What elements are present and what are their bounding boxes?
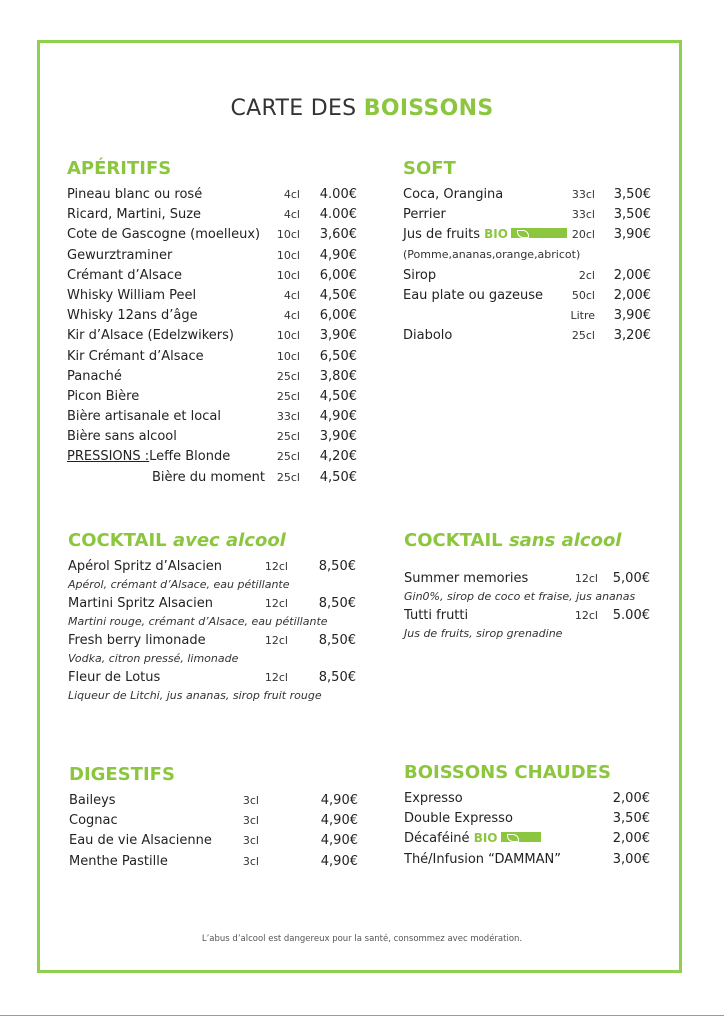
item-name-text: Jus de fruits <box>403 227 481 243</box>
item-qty: 25cl <box>571 329 595 343</box>
item-name: Sirop <box>403 267 437 283</box>
item-price: 4.00€ <box>319 187 357 202</box>
item-name: Menthe Pastille <box>69 853 168 869</box>
item-qty: 25cl <box>276 430 300 444</box>
item-name: Cote de Gascogne (moelleux) <box>67 227 261 243</box>
item-qty: 3cl <box>242 794 259 807</box>
list-item <box>67 227 367 247</box>
item-qty: 10cl <box>276 268 300 282</box>
section-subtitle: sans alcool <box>508 530 622 551</box>
item-price: 4,50€ <box>319 388 357 404</box>
cocktail-sans-list <box>404 571 654 645</box>
item-price: 3,90€ <box>613 307 651 323</box>
list-item <box>67 187 367 207</box>
item-price: 3,90€ <box>319 429 357 445</box>
section-cocktail-sans <box>404 530 654 645</box>
list-item <box>403 268 653 288</box>
item-qty: 12cl <box>264 671 288 684</box>
item-price: 3,90€ <box>319 328 357 344</box>
item-name: Kir d’Alsace (Edelzwikers) <box>67 328 234 344</box>
item-name-text: Leffe Blonde <box>149 449 231 465</box>
item-qty: 33cl <box>276 410 300 424</box>
list-item <box>67 288 367 308</box>
section-title: BOISSONS CHAUDES <box>404 762 611 783</box>
section-digestifs <box>69 764 369 874</box>
item-description: Liqueur de Litchi, jus ananas, sirop fruit rouge <box>68 689 322 702</box>
item-qty: 33cl <box>571 188 595 201</box>
item-price: 2,00€ <box>612 791 650 806</box>
item-qty: 3cl <box>242 834 259 848</box>
item-price: 3,90€ <box>613 227 651 243</box>
list-item <box>68 596 368 615</box>
soft-list <box>403 187 653 227</box>
list-item <box>67 470 367 490</box>
item-price: 8,50€ <box>318 633 356 648</box>
item-qty: 25cl <box>276 389 300 403</box>
section-boissons-chaudes <box>404 762 654 872</box>
item-price: 3,60€ <box>319 227 357 243</box>
list-item <box>404 811 654 831</box>
item-price: 3,50€ <box>613 187 651 202</box>
section-title-main: COCKTAIL <box>404 530 503 551</box>
list-item <box>67 308 367 328</box>
item-name: Eau de vie Alsacienne <box>69 833 212 849</box>
bio-leaf-icon <box>501 832 541 842</box>
item-price: 4.00€ <box>319 207 357 223</box>
list-item <box>68 670 368 689</box>
list-item <box>67 369 367 389</box>
item-price: 4,50€ <box>319 469 357 485</box>
item-qty: 10cl <box>276 329 300 343</box>
item-name: Panaché <box>67 368 122 384</box>
item-qty: 12cl <box>264 560 288 573</box>
item-name <box>404 791 463 806</box>
item-qty: 2cl <box>578 268 595 282</box>
aperitifs-list <box>67 187 367 449</box>
list-item <box>67 349 367 369</box>
item-name: Diabolo <box>403 328 453 344</box>
item-price: 2,00€ <box>613 267 651 283</box>
item-price: 3,80€ <box>319 368 357 384</box>
soft-list-2 <box>403 268 653 349</box>
section-cocktail-alcool <box>68 530 368 707</box>
item-price: 3,50€ <box>613 207 651 223</box>
item-name: Cognac <box>69 813 118 829</box>
item-price: 3,20€ <box>613 328 651 344</box>
list-item <box>404 852 654 872</box>
item-qty: 25cl <box>276 369 300 383</box>
section-subtitle: avec alcool <box>172 530 286 551</box>
item-qty: 50cl <box>571 288 595 302</box>
item-price: 6,00€ <box>319 267 357 283</box>
item-note: (Pomme,ananas,orange,abricot) <box>403 247 581 261</box>
item-qty: 20cl <box>571 228 595 242</box>
item-name: Picon Bière <box>67 388 140 404</box>
item-price: 5.00€ <box>612 608 650 623</box>
item-name: Perrier <box>403 207 446 223</box>
item-qty: 12cl <box>574 572 598 585</box>
item-price: 4,90€ <box>319 409 357 425</box>
item-name-text: Thé/Infusion “DAMMAN” <box>404 851 561 867</box>
item-qty: 10cl <box>276 349 300 363</box>
item-price: 3,00€ <box>612 851 650 867</box>
bio-label: BIO <box>473 831 498 846</box>
item-name: Bière artisanale et local <box>67 409 221 425</box>
list-item <box>403 308 653 328</box>
list-item <box>403 207 653 227</box>
item-price: 8,50€ <box>318 596 356 611</box>
list-item <box>67 409 367 429</box>
list-item <box>67 207 367 227</box>
item-name: Eau plate ou gazeuse <box>403 287 543 303</box>
title-prefix: CARTE DES <box>230 96 364 121</box>
section-title <box>404 530 654 551</box>
list-item <box>404 608 654 627</box>
item-name-text: Expresso <box>404 791 463 806</box>
section-title: SOFT <box>403 158 456 179</box>
item-qty: Litre <box>570 308 595 322</box>
item-name: Crémant d’Alsace <box>67 267 183 283</box>
item-name: Ricard, Martini, Suze <box>67 207 202 223</box>
item-description: Vodka, citron pressé, limonade <box>68 652 239 665</box>
list-item <box>69 813 369 833</box>
pressions-label: PRESSIONS : <box>67 449 150 465</box>
item-name <box>404 831 541 846</box>
item-price: 4,90€ <box>320 813 358 829</box>
item-name-text: Double Expresso <box>404 811 513 827</box>
list-item <box>67 268 367 288</box>
item-qty: 25cl <box>276 450 300 464</box>
item-description: Martini rouge, crémant d’Alsace, eau pétillante <box>68 615 328 628</box>
list-item <box>68 559 368 578</box>
item-price: 6,00€ <box>319 308 357 324</box>
digestifs-list <box>69 793 369 874</box>
list-item <box>404 791 654 811</box>
item-qty: 12cl <box>264 597 288 610</box>
item-qty: 4cl <box>283 188 300 201</box>
item-price: 4,90€ <box>319 247 357 263</box>
item-price: 4,90€ <box>320 853 358 869</box>
item-price: 4,20€ <box>319 449 357 465</box>
item-price: 5,00€ <box>612 571 650 586</box>
item-qty: 10cl <box>276 248 300 262</box>
list-item <box>67 429 367 449</box>
item-qty: 3cl <box>242 814 259 828</box>
chaudes-list <box>404 791 654 872</box>
list-item <box>404 571 654 590</box>
item-description: Apérol, crémant d’Alsace, eau pétillante <box>68 578 290 591</box>
item-name <box>404 811 513 826</box>
section-title <box>68 530 368 551</box>
item-description: Gin0%, sirop de coco et fraise, jus ananas <box>404 590 636 603</box>
section-title-main: COCKTAIL <box>68 530 167 551</box>
item-name: Tutti frutti <box>404 608 469 623</box>
section-title: DIGESTIFS <box>69 764 175 785</box>
item-name: Martini Spritz Alsacien <box>68 596 213 611</box>
list-item <box>67 248 367 268</box>
page-bottom-divider <box>0 1015 724 1016</box>
item-qty: 3cl <box>242 854 259 868</box>
item-name: Fresh berry limonade <box>68 633 206 648</box>
footer-disclaimer: L’abus d’alcool est dangereux pour la santé, consommez avec modération. <box>201 934 523 944</box>
section-title: APÉRITIFS <box>67 158 172 179</box>
list-item <box>403 187 653 207</box>
section-soft <box>403 158 653 348</box>
item-name: Whisky 12ans d’âge <box>67 308 198 324</box>
list-item <box>69 793 369 813</box>
item-price: 4,50€ <box>319 287 357 303</box>
cocktail-alcool-list <box>68 559 368 707</box>
item-name: Summer memories <box>404 571 529 586</box>
list-item <box>403 227 653 247</box>
item-qty: 12cl <box>574 609 598 622</box>
page-title <box>0 96 724 121</box>
list-item <box>69 833 369 853</box>
item-name <box>404 852 561 867</box>
item-price: 4,90€ <box>320 793 358 808</box>
list-item <box>69 854 369 874</box>
list-item <box>67 449 367 469</box>
item-price: 3,50€ <box>612 811 650 827</box>
item-name: Gewurztraminer <box>67 247 173 263</box>
item-name: Bière sans alcool <box>67 429 177 445</box>
item-price: 6,50€ <box>319 348 357 364</box>
item-name-text: Décaféiné <box>404 831 470 847</box>
bio-label: BIO <box>484 227 508 242</box>
item-price: 4,90€ <box>320 833 358 849</box>
item-qty: 4cl <box>283 288 300 302</box>
list-item <box>68 633 368 652</box>
item-qty: 10cl <box>276 228 300 242</box>
item-qty: 33cl <box>571 208 595 222</box>
list-item <box>67 328 367 348</box>
item-name <box>67 449 230 464</box>
item-qty: 12cl <box>264 634 288 647</box>
item-price: 8,50€ <box>318 559 356 574</box>
item-qty: 4cl <box>283 309 300 323</box>
item-qty: 25cl <box>276 470 300 484</box>
item-name: Whisky William Peel <box>67 287 197 303</box>
item-name: Kir Crémant d’Alsace <box>67 348 204 364</box>
list-item <box>67 389 367 409</box>
item-price: 2,00€ <box>612 831 650 847</box>
item-price: 8,50€ <box>318 670 356 685</box>
list-item <box>403 328 653 348</box>
item-name: Baileys <box>69 793 116 808</box>
list-item <box>404 831 654 851</box>
item-name: Fleur de Lotus <box>68 670 161 685</box>
list-item <box>403 288 653 308</box>
item-name: Pineau blanc ou rosé <box>67 187 203 202</box>
item-name: Coca, Orangina <box>403 187 504 202</box>
section-aperitifs <box>67 158 367 490</box>
item-name <box>403 227 567 242</box>
item-name: Bière du moment <box>152 469 265 485</box>
item-description: Jus de fruits, sirop grenadine <box>404 627 563 640</box>
item-name: Apérol Spritz d’Alsacien <box>68 559 223 574</box>
item-qty: 4cl <box>283 208 300 222</box>
item-price: 2,00€ <box>613 287 651 303</box>
title-accent: BOISSONS <box>363 96 494 121</box>
